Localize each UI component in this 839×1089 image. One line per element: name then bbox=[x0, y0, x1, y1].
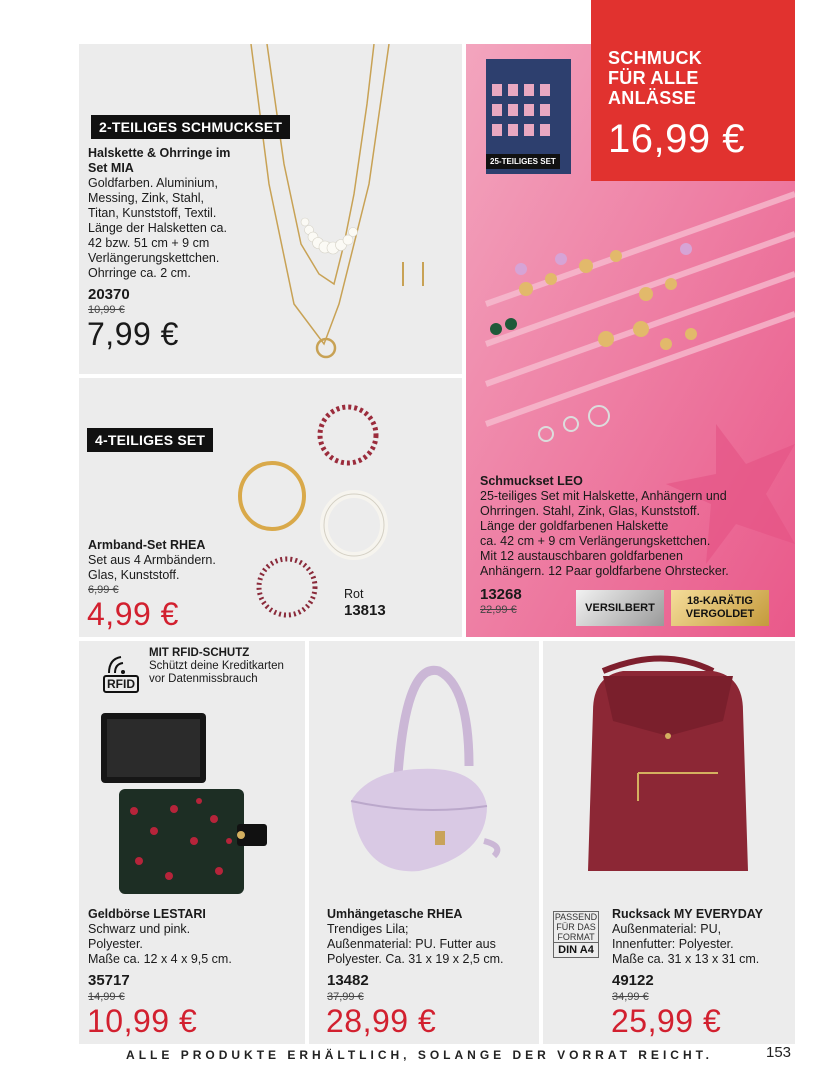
promo-price: 16,99 € bbox=[608, 117, 745, 161]
description-line: Set aus 4 Armbändern. bbox=[88, 553, 216, 567]
gold-plated-badge bbox=[671, 590, 769, 626]
old-price: 22,99 € bbox=[480, 604, 517, 616]
price: 7,99 € bbox=[87, 316, 179, 352]
rfid-line: Schützt deine Kreditkarten bbox=[149, 660, 284, 672]
description-line: Verlängerungskettchen. bbox=[88, 251, 220, 265]
backpack-description bbox=[612, 907, 792, 967]
wallet-image bbox=[79, 701, 305, 901]
calendar-tag: 25-TEILIGES SET bbox=[486, 154, 560, 169]
description-line: Maße ca. 12 x 4 x 9,5 cm. bbox=[88, 952, 232, 966]
din-a4-format: DIN A4 bbox=[553, 942, 599, 958]
rfid-line: vor Datenmissbrauch bbox=[149, 673, 258, 685]
product-name: Halskette & Ohrringe im bbox=[88, 146, 231, 160]
necklace-set-panel bbox=[79, 44, 462, 374]
old-price: 6,99 € bbox=[88, 584, 119, 596]
description-line: Maße ca. 31 x 13 x 31 cm. bbox=[612, 952, 760, 966]
rfid-title: MIT RFID-SCHUTZ bbox=[149, 647, 250, 659]
promo-heading bbox=[608, 48, 702, 108]
wallet-description bbox=[88, 907, 288, 967]
description-line: 42 bzw. 51 cm + 9 cm bbox=[88, 236, 210, 250]
shoulder-bag-description bbox=[327, 907, 537, 967]
bracelet-set-panel bbox=[79, 378, 462, 637]
description-line: Polyester. bbox=[88, 937, 143, 951]
badge-line: VERGOLDET bbox=[685, 608, 755, 620]
description-line: 25-teiliges Set mit Halskette, Anhängern und bbox=[480, 489, 727, 503]
price: 4,99 € bbox=[87, 596, 179, 632]
silver-plated-badge: VERSILBERT bbox=[576, 590, 664, 626]
rfid-text bbox=[149, 647, 284, 686]
wallet-panel bbox=[79, 641, 305, 1044]
product-name: Rucksack MY EVERYDAY bbox=[612, 907, 764, 921]
product-name: Umhängetasche RHEA bbox=[327, 907, 463, 921]
product-name: Armband-Set RHEA bbox=[88, 538, 206, 552]
description-line: Außenmaterial: PU. Futter aus bbox=[327, 937, 496, 951]
article-number: 13268 bbox=[480, 586, 522, 603]
promo-heading-line: ANLÄSSE bbox=[608, 88, 697, 108]
old-price: 10,99 € bbox=[88, 304, 125, 316]
badge-line: 18-KARÄTIG bbox=[686, 595, 753, 607]
description-line: Ohrringen. Stahl, Zink, Glas, Kunststoff. bbox=[480, 504, 701, 518]
article-number: 13813 bbox=[344, 602, 386, 619]
description-line: Schwarz und pink. bbox=[88, 922, 191, 936]
old-price: 37,99 € bbox=[327, 991, 364, 1003]
necklace-set-description bbox=[88, 146, 258, 281]
din-a4-badge-line: FORMAT bbox=[553, 932, 599, 942]
article-number: 49122 bbox=[612, 972, 654, 989]
description-line: Länge der goldfarbenen Halskette bbox=[480, 519, 669, 533]
article-number: 13482 bbox=[327, 972, 369, 989]
shoulder-bag-image bbox=[309, 641, 539, 901]
old-price: 34,99 € bbox=[612, 991, 649, 1003]
description-line: Ohrringe ca. 2 cm. bbox=[88, 266, 191, 280]
availability-notice: ALLE PRODUKTE ERHÄLTLICH, SOLANGE DER VORRAT REICHT. bbox=[126, 1048, 713, 1062]
description-line: Mit 12 austauschbaren goldfarbenen bbox=[480, 549, 683, 563]
promo-heading-line: FÜR ALLE bbox=[608, 68, 699, 88]
page-number: 153 bbox=[766, 1044, 792, 1061]
rfid-label: RFID bbox=[103, 675, 139, 693]
article-number: 20370 bbox=[88, 286, 130, 303]
jewelry-set-description bbox=[480, 474, 780, 579]
price: 28,99 € bbox=[326, 1003, 437, 1039]
variant-color: Rot bbox=[344, 587, 364, 601]
din-a4-badge-line: FÜR DAS bbox=[553, 922, 599, 932]
description-line: Goldfarben. Aluminium, bbox=[88, 176, 218, 190]
promo-heading-line: SCHMUCK bbox=[608, 48, 703, 68]
description-line: Innenfutter: Polyester. bbox=[612, 937, 734, 951]
rfid-icon bbox=[103, 653, 141, 693]
old-price: 14,99 € bbox=[88, 991, 125, 1003]
din-a4-badge bbox=[553, 911, 599, 958]
description-line: Titan, Kunststoff, Textil. bbox=[88, 206, 217, 220]
product-name: Set MIA bbox=[88, 161, 134, 175]
description-line: Polyester. Ca. 31 x 19 x 2,5 cm. bbox=[327, 952, 504, 966]
price: 10,99 € bbox=[87, 1003, 198, 1039]
product-name: Schmuckset LEO bbox=[480, 474, 583, 488]
din-a4-badge-line: PASSEND bbox=[554, 912, 598, 922]
bracelet-set-tag: 4-TEILIGES SET bbox=[87, 428, 213, 452]
product-name: Geldbörse LESTARI bbox=[88, 907, 206, 921]
promo-box bbox=[591, 0, 795, 181]
description-line: Messing, Zink, Stahl, bbox=[88, 191, 205, 205]
description-line: ca. 42 cm + 9 cm Verlängerungskettchen. bbox=[480, 534, 711, 548]
description-line: Länge der Halsketten ca. bbox=[88, 221, 227, 235]
description-line: Glas, Kunststoff. bbox=[88, 568, 180, 582]
description-line: Außenmaterial: PU, bbox=[612, 922, 722, 936]
shoulder-bag-panel bbox=[309, 641, 539, 1044]
backpack-image bbox=[543, 641, 795, 891]
bracelet-set-description bbox=[88, 538, 248, 583]
description-line: Anhängern. 12 Paar goldfarbene Ohrstecker. bbox=[480, 564, 729, 578]
price: 25,99 € bbox=[611, 1003, 722, 1039]
article-number: 35717 bbox=[88, 972, 130, 989]
description-line: Trendiges Lila; bbox=[327, 922, 409, 936]
necklace-set-tag: 2-TEILIGES SCHMUCKSET bbox=[91, 115, 290, 139]
backpack-panel bbox=[543, 641, 795, 1044]
